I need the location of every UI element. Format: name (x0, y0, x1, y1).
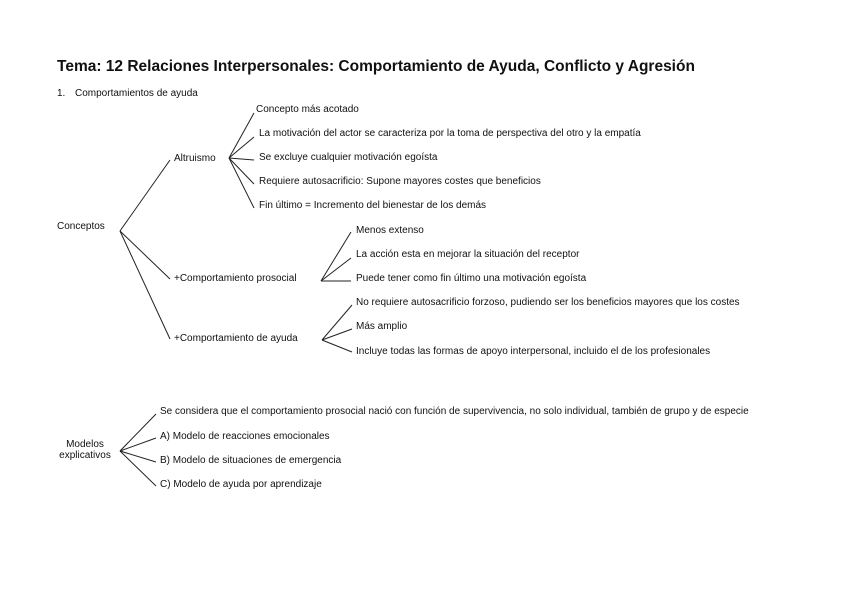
connector-altruismo-5 (229, 158, 254, 208)
section-number: 1. (57, 88, 66, 99)
node-conceptos: Conceptos (57, 221, 105, 232)
altruismo-item: Requiere autosacrificio: Supone mayores costes que beneficios (259, 176, 541, 187)
prosocial-item: Puede tener como fin último una motivación egoísta (356, 273, 587, 284)
connector-conceptos-prosocial (120, 231, 170, 279)
ayuda-item: No requiere autosacrificio forzoso, pudiendo ser los beneficios mayores que los costes (356, 297, 740, 308)
connector-prosocial-2 (321, 258, 351, 281)
node-altruismo: Altruismo (174, 153, 216, 164)
connector-conceptos-altruismo (120, 160, 170, 231)
connector-conceptos-ayuda (120, 231, 170, 339)
modelos-item: A) Modelo de reacciones emocionales (160, 431, 330, 442)
connector-prosocial-1 (321, 232, 351, 281)
prosocial-item: La acción esta en mejorar la situación del receptor (356, 249, 580, 260)
modelos-item: B) Modelo de situaciones de emergencia (160, 455, 342, 466)
ayuda-item: Incluye todas las formas de apoyo interpersonal, incluido el de los profesionales (356, 346, 711, 357)
modelos-item: C) Modelo de ayuda por aprendizaje (160, 479, 322, 490)
altruismo-item: Fin último = Incremento del bienestar de los demás (259, 200, 487, 211)
modelos-item: Se considera que el comportamiento prosocial nació con función de supervivencia, no solo individual, también de grupo y de especie (160, 406, 749, 417)
connector-ayuda-3 (322, 340, 352, 352)
connector-modelos-2 (120, 438, 156, 451)
connector-altruismo-4 (229, 158, 254, 184)
connector-altruismo-2 (229, 137, 254, 158)
section-title: Comportamientos de ayuda (75, 88, 198, 99)
node-modelos-line2: explicativos (59, 450, 111, 461)
connector-altruismo-3 (229, 158, 254, 160)
altruismo-item: La motivación del actor se caracteriza por la toma de perspectiva del otro y la empatía (259, 128, 641, 139)
node-modelos-line1: Modelos (66, 439, 104, 450)
node-prosocial: +Comportamiento prosocial (174, 273, 297, 284)
prosocial-item: Menos extenso (356, 225, 424, 236)
altruismo-item: Concepto más acotado (256, 104, 359, 115)
connector-altruismo-1 (229, 113, 254, 158)
node-ayuda: +Comportamiento de ayuda (174, 333, 298, 344)
ayuda-item: Más amplio (356, 321, 408, 332)
connector-modelos-1 (120, 414, 156, 451)
altruismo-item: Se excluye cualquier motivación egoísta (259, 152, 438, 163)
page-title: Tema: 12 Relaciones Interpersonales: Comportamiento de Ayuda, Conflicto y Agresión (57, 58, 695, 75)
